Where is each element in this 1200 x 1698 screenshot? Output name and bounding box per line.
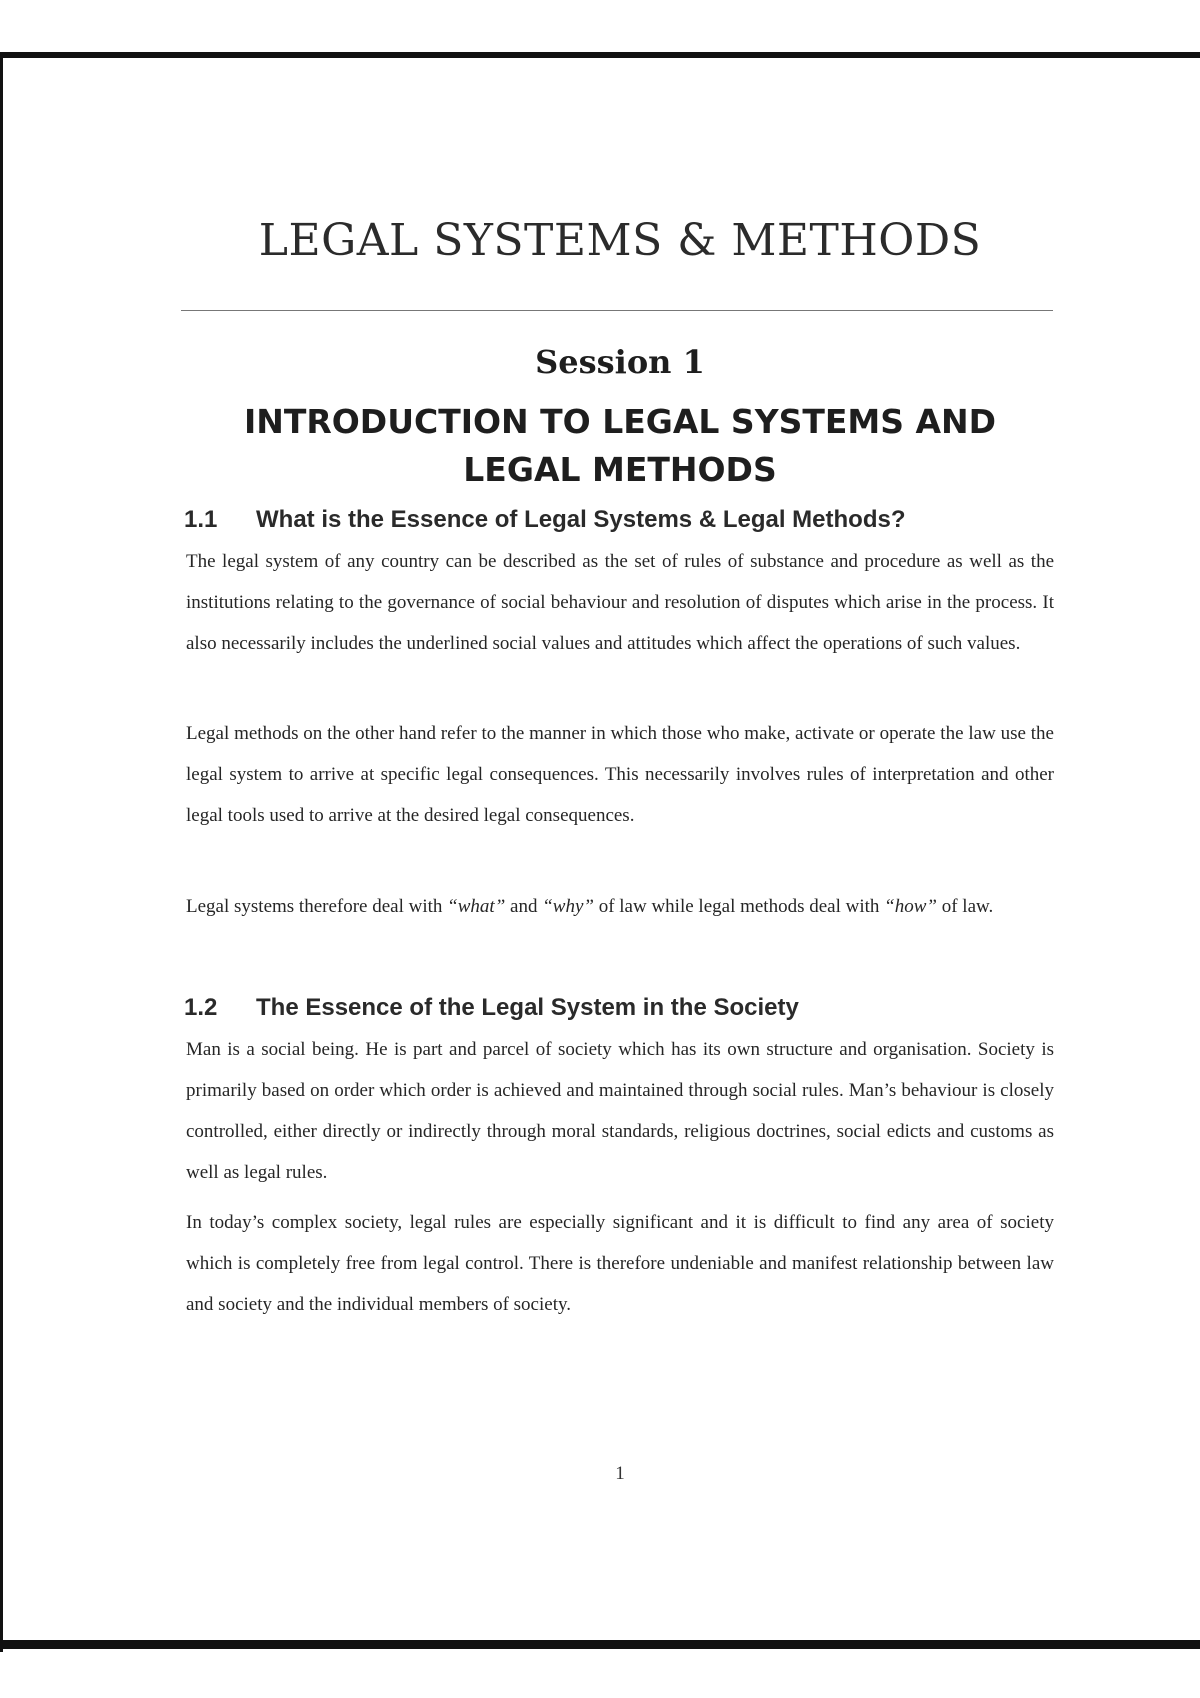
text-run: of law. xyxy=(936,896,994,917)
session-heading: Session 1 xyxy=(535,343,705,381)
emphasis-why: “why” xyxy=(542,896,594,917)
page-left-edge xyxy=(0,52,3,1652)
section-heading-1-1 xyxy=(184,506,906,534)
section-title: What is the Essence of Legal Systems & Legal Methods? xyxy=(256,506,906,533)
paragraph-complex-society: In today’s complex society, legal rules are especially significant and it is difficult to find any area of society which is completely free from legal control. There is therefore undeniable and manifest relationship between law and society and the individual members of society. xyxy=(186,1212,1054,1315)
chapter-title: INTRODUCTION TO LEGAL SYSTEMS AND LEGAL METHODS xyxy=(243,402,997,489)
section-title: The Essence of the Legal System in the Society xyxy=(256,994,799,1021)
section-number: 1.2 xyxy=(184,994,218,1021)
page-number: 1 xyxy=(615,1463,625,1484)
section-heading-1-2 xyxy=(184,994,799,1022)
page-top-edge xyxy=(0,52,1200,58)
paragraph-legal-system-definition: The legal system of any country can be described as the set of rules of substance and procedure as well as the institutions relating to the governance of social behaviour and resolution of disputes which arise in the process. It also necessarily includes the underlined social values and attitudes which affect the operations of such values. xyxy=(186,551,1054,654)
title-divider xyxy=(181,310,1053,311)
paragraph-legal-methods-definition: Legal methods on the other hand refer to the manner in which those who make, activate or operate the law use the legal system to arrive at specific legal consequences. This necessarily involves rules of interpretation and other legal tools used to arrive at the desired legal consequences. xyxy=(186,723,1054,826)
page-bottom-edge xyxy=(0,1640,1200,1649)
text-run: of law while legal methods deal with xyxy=(593,896,885,917)
paragraph-man-social-being: Man is a social being. He is part and parcel of society which has its own structure and organisation. Society is primarily based on order which order is achieved and maintained through social rules. Man’s behaviour is closely controlled, either directly or indirectly through moral standards, religious doctrines, social edicts and customs as well as legal rules. xyxy=(186,1039,1054,1183)
text-run: and xyxy=(505,896,543,917)
paragraph-what-why-how xyxy=(186,886,1054,927)
emphasis-how: “how” xyxy=(884,896,937,917)
emphasis-what: “what” xyxy=(447,896,506,917)
section-number: 1.1 xyxy=(184,506,218,533)
text-run: Legal systems therefore deal with xyxy=(186,896,448,917)
document-title: LEGAL SYSTEMS & METHODS xyxy=(258,215,982,266)
